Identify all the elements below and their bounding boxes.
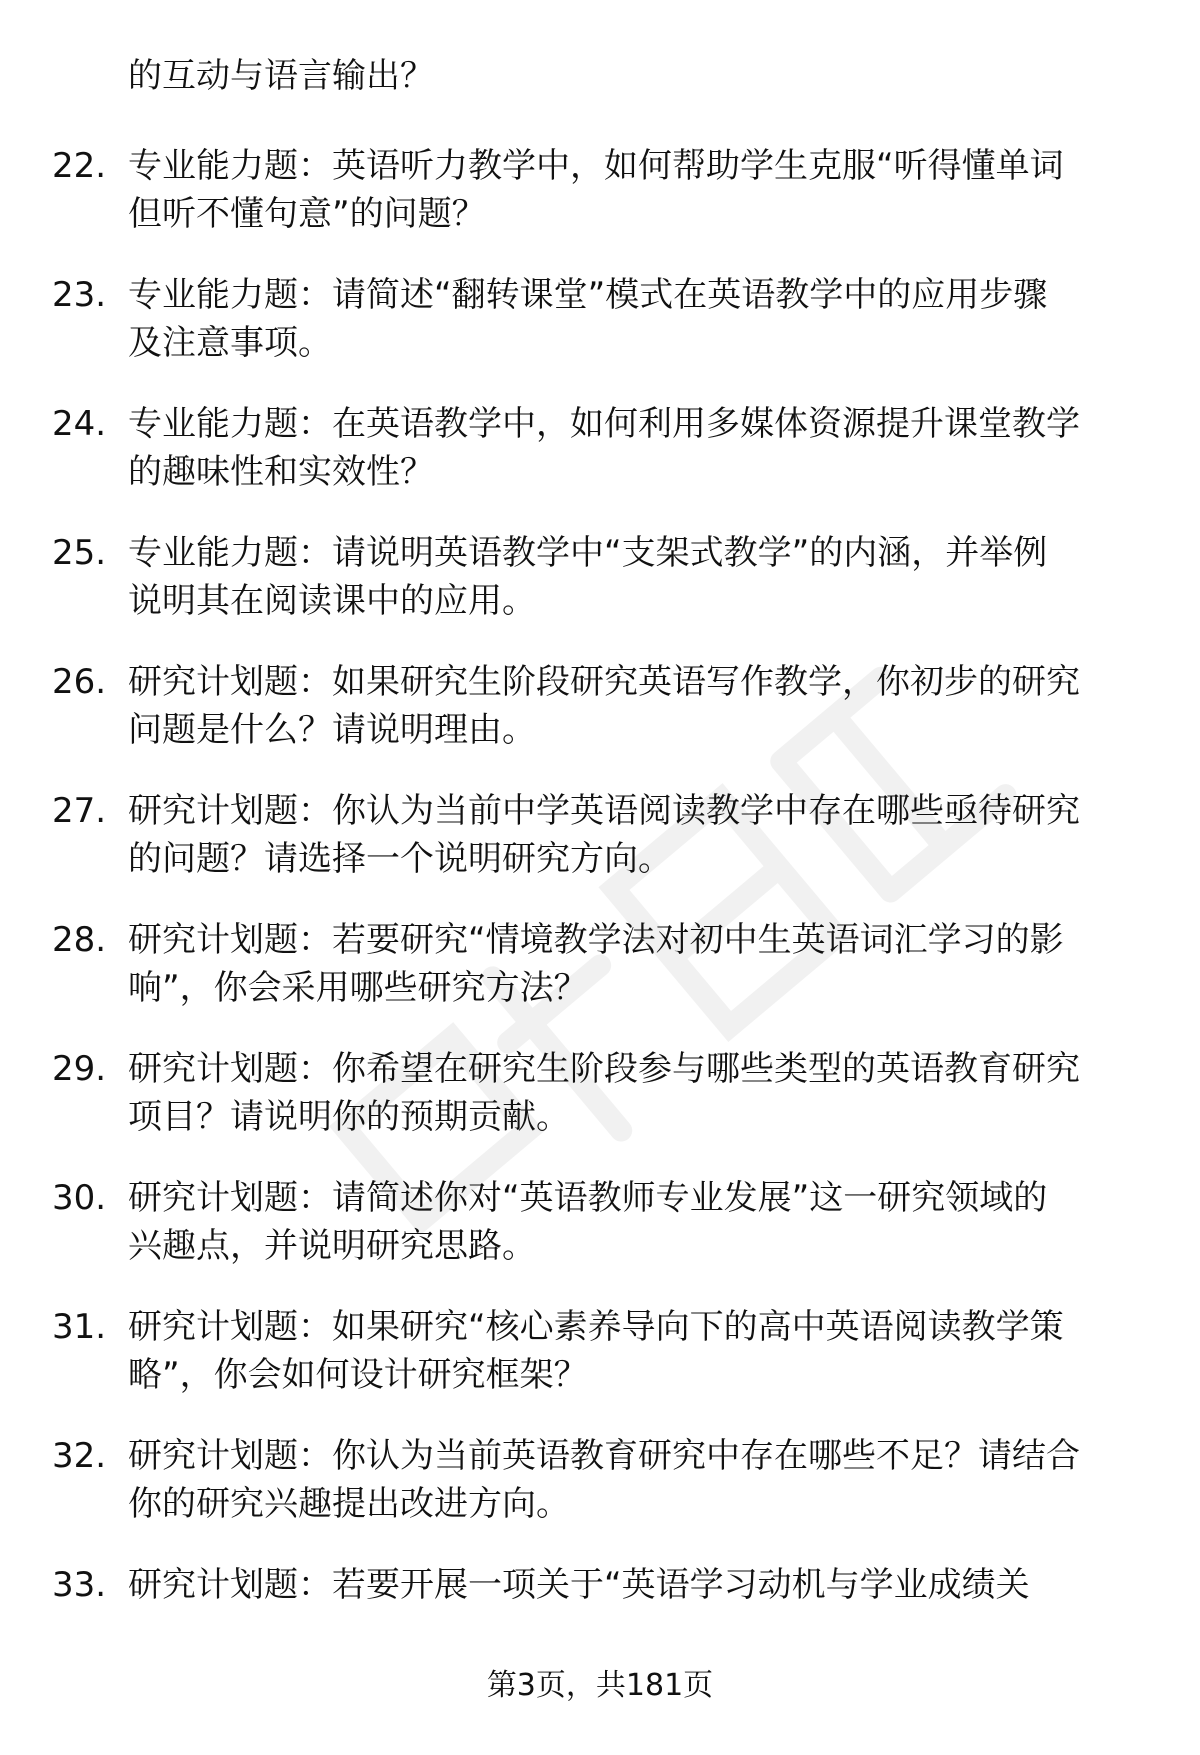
question-item (52, 1303, 1142, 1399)
question-item (52, 1174, 1142, 1270)
question-text-line: 的趣味性和实效性？ (128, 452, 434, 492)
question-text (128, 400, 1138, 496)
question-text-line: 项目？请说明你的预期贡献。 (128, 1097, 570, 1137)
question-text-line: 专业能力题：请说明英语教学中“支架式教学”的内涵，并举例 (128, 533, 1048, 573)
question-item (52, 400, 1142, 496)
question-number: 23. (52, 275, 107, 315)
question-text-line: 研究计划题：如果研究生阶段研究英语写作教学，你初步的研究 (128, 662, 1080, 702)
question-text-line: 你的研究兴趣提出改进方向。 (128, 1484, 570, 1524)
question-text-line (128, 1609, 1138, 1657)
question-text-line: 问题是什么？请说明理由。 (128, 710, 536, 750)
question-text (128, 1045, 1138, 1141)
question-text (128, 1432, 1138, 1528)
question-item (52, 1432, 1142, 1528)
question-list (52, 142, 1142, 1690)
question-text (128, 271, 1138, 367)
question-text-line: 的问题？请选择一个说明研究方向。 (128, 839, 672, 879)
question-text (128, 142, 1138, 238)
question-item (52, 1045, 1142, 1141)
question-item (52, 142, 1142, 238)
question-number: 33. (52, 1565, 107, 1605)
question-number: 29. (52, 1049, 107, 1089)
question-text-line: 及注意事项。 (128, 323, 332, 363)
question-text (128, 787, 1138, 883)
question-text-line: 说明其在阅读课中的应用。 (128, 581, 536, 621)
question-text-line: 研究计划题：若要研究“情境教学法对初中生英语词汇学习的影 (128, 920, 1064, 960)
question-text (128, 916, 1138, 1012)
question-number: 25. (52, 533, 107, 573)
question-text-line: 研究计划题：你认为当前中学英语阅读教学中存在哪些亟待研究 (128, 791, 1080, 831)
question-item (52, 916, 1142, 1012)
question-text-line: 研究计划题：你认为当前英语教育研究中存在哪些不足？请结合 (128, 1436, 1080, 1476)
question-text-line: 专业能力题：请简述“翻转课堂”模式在英语教学中的应用步骤 (128, 275, 1048, 315)
question-number: 31. (52, 1307, 107, 1347)
question-item (52, 271, 1142, 367)
question-text-line: 研究计划题：若要开展一项关于“英语学习动机与学业成绩关 (128, 1565, 1030, 1605)
question-text-line: 响”，你会采用哪些研究方法？ (128, 968, 588, 1008)
question-number: 27. (52, 791, 107, 831)
question-text (128, 1174, 1138, 1270)
page-footer: 第3页，共181页 (486, 1668, 714, 1703)
question-text-line: 兴趣点，并说明研究思路。 (128, 1226, 536, 1266)
question-number: 32. (52, 1436, 107, 1476)
question-text-line: 专业能力题：在英语教学中，如何利用多媒体资源提升课堂教学 (128, 404, 1080, 444)
question-number: 22. (52, 146, 107, 186)
question-text-line: 略”，你会如何设计研究框架？ (128, 1355, 588, 1395)
question-item (52, 658, 1142, 754)
question-number: 28. (52, 920, 107, 960)
question-item (52, 529, 1142, 625)
question-text-line: 研究计划题：如果研究“核心素养导向下的高中英语阅读教学策 (128, 1307, 1064, 1347)
question-text (128, 529, 1138, 625)
question-text-line: 专业能力题：英语听力教学中，如何帮助学生克服“听得懂单词 (128, 146, 1064, 186)
question-number: 26. (52, 662, 107, 702)
question-text (128, 658, 1138, 754)
question-item (52, 787, 1142, 883)
question-text (128, 1303, 1138, 1399)
question-text-line: 但听不懂句意”的问题？ (128, 194, 486, 234)
question-number: 30. (52, 1178, 107, 1218)
question-number: 24. (52, 404, 107, 444)
question-text (128, 1561, 1138, 1657)
question-text-line: 研究计划题：你希望在研究生阶段参与哪些类型的英语教育研究 (128, 1049, 1080, 1089)
question-text-line: 研究计划题：请简述你对“英语教师专业发展”这一研究领域的 (128, 1178, 1048, 1218)
question-item (52, 1561, 1142, 1657)
continuation-line: 的互动与语言输出？ (128, 56, 434, 96)
